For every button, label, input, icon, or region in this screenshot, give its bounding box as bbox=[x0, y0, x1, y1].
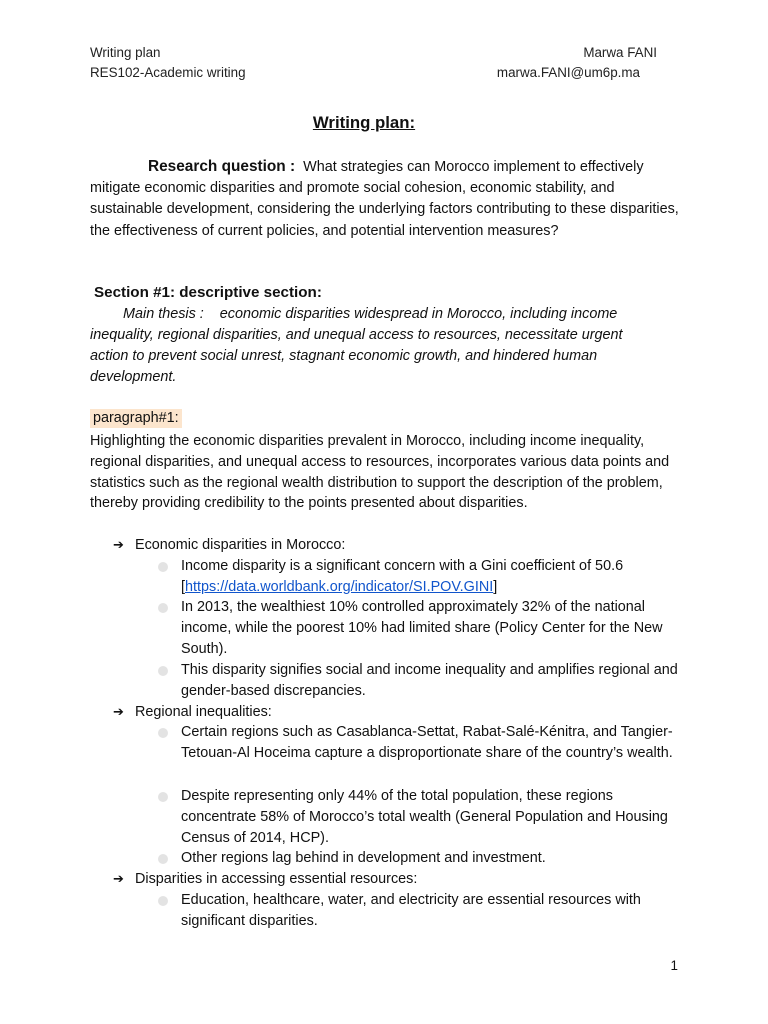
header-author-name: Marwa FANI bbox=[583, 45, 657, 60]
bullet-dot-icon bbox=[158, 562, 168, 572]
worldbank-gini-link[interactable]: https://data.worldbank.org/indicator/SI.POV.GINI bbox=[185, 578, 494, 595]
main-thesis-text: economic disparities widespread in Morocco, including income inequality, regional disparities, and unequal access to resources, necessitate urgent action to prevent social unrest, stagnant economic growth, and hindered human development. bbox=[90, 306, 623, 385]
list-item-text: This disparity signifies social and income inequality and amplifies regional and gender-based discrepancies. bbox=[181, 662, 678, 699]
header-course-code: RES102-Academic writing bbox=[90, 65, 246, 80]
link-bracket-close: ] bbox=[493, 578, 498, 595]
list-item-label: Economic disparities in Morocco: bbox=[135, 537, 346, 553]
paragraph-label: paragraph#1: bbox=[90, 409, 182, 428]
list-item bbox=[113, 702, 272, 723]
bullet-dot-icon bbox=[158, 666, 168, 676]
list-item-text: Other regions lag behind in development and investment. bbox=[181, 850, 546, 866]
arrow-right-icon: ➔ bbox=[113, 704, 124, 719]
arrow-right-icon: ➔ bbox=[113, 871, 124, 886]
bullet-dot-icon bbox=[158, 603, 168, 613]
section-heading: Section #1: descriptive section: bbox=[94, 284, 322, 301]
research-question-label: Research question : bbox=[148, 158, 296, 175]
list-item-text: Certain regions such as Casablanca-Settat, Rabat-Salé-Kénitra, and Tangier-Tetouan-Al Hoceima capture a disproportionate share of the country’s wealth. bbox=[181, 724, 673, 761]
research-question bbox=[90, 156, 680, 242]
list-item-text: Income disparity is a significant concern with a Gini coefficient of 50.6 bbox=[181, 558, 624, 574]
bullet-dot-icon bbox=[158, 896, 168, 906]
paragraph-text: Highlighting the economic disparities prevalent in Morocco, including income inequality, regional disparities, and unequal access to resources, incorporates various data points and statistics such as the regional wealth distribution to support the description of the problem, thereby providing credibility to the points presented about disparities. bbox=[90, 433, 670, 512]
main-thesis-label: Main thesis : bbox=[123, 306, 204, 322]
list-item-label: Regional inequalities: bbox=[135, 704, 272, 720]
header-course-label: Writing plan bbox=[90, 45, 161, 60]
list-item-text: Despite representing only 44% of the total population, these regions concentrate 58% of Morocco’s total wealth (General Population and Housing Census of 2014, HCP). bbox=[181, 788, 668, 846]
document-title: Writing plan: bbox=[312, 113, 416, 132]
bullet-dot-icon bbox=[158, 728, 168, 738]
arrow-right-icon: ➔ bbox=[113, 537, 124, 552]
main-thesis bbox=[90, 304, 660, 388]
page-number: 1 bbox=[670, 958, 678, 973]
list-item bbox=[113, 535, 346, 556]
bullet-dot-icon bbox=[158, 854, 168, 864]
research-question-text: What strategies can Morocco implement to effectively mitigate economic disparities and promote social cohesion, economic stability, and sustainable development, considering the underlying factors contributing to these disparities, the effectiveness of current policies, and potential intervention measures? bbox=[90, 159, 679, 239]
list-item-label: Disparities in accessing essential resources: bbox=[135, 871, 418, 887]
header-author-email: marwa.FANI@um6p.ma bbox=[496, 65, 640, 80]
list-item-text: Education, healthcare, water, and electricity are essential resources with significant disparities. bbox=[181, 892, 641, 929]
list-item bbox=[113, 869, 418, 890]
bullet-dot-icon bbox=[158, 792, 168, 802]
link-bracket-open: [ bbox=[181, 578, 185, 595]
list-item-text: In 2013, the wealthiest 10% controlled approximately 32% of the national income, while the poorest 10% had limited share (Policy Center for the New South). bbox=[181, 599, 663, 657]
